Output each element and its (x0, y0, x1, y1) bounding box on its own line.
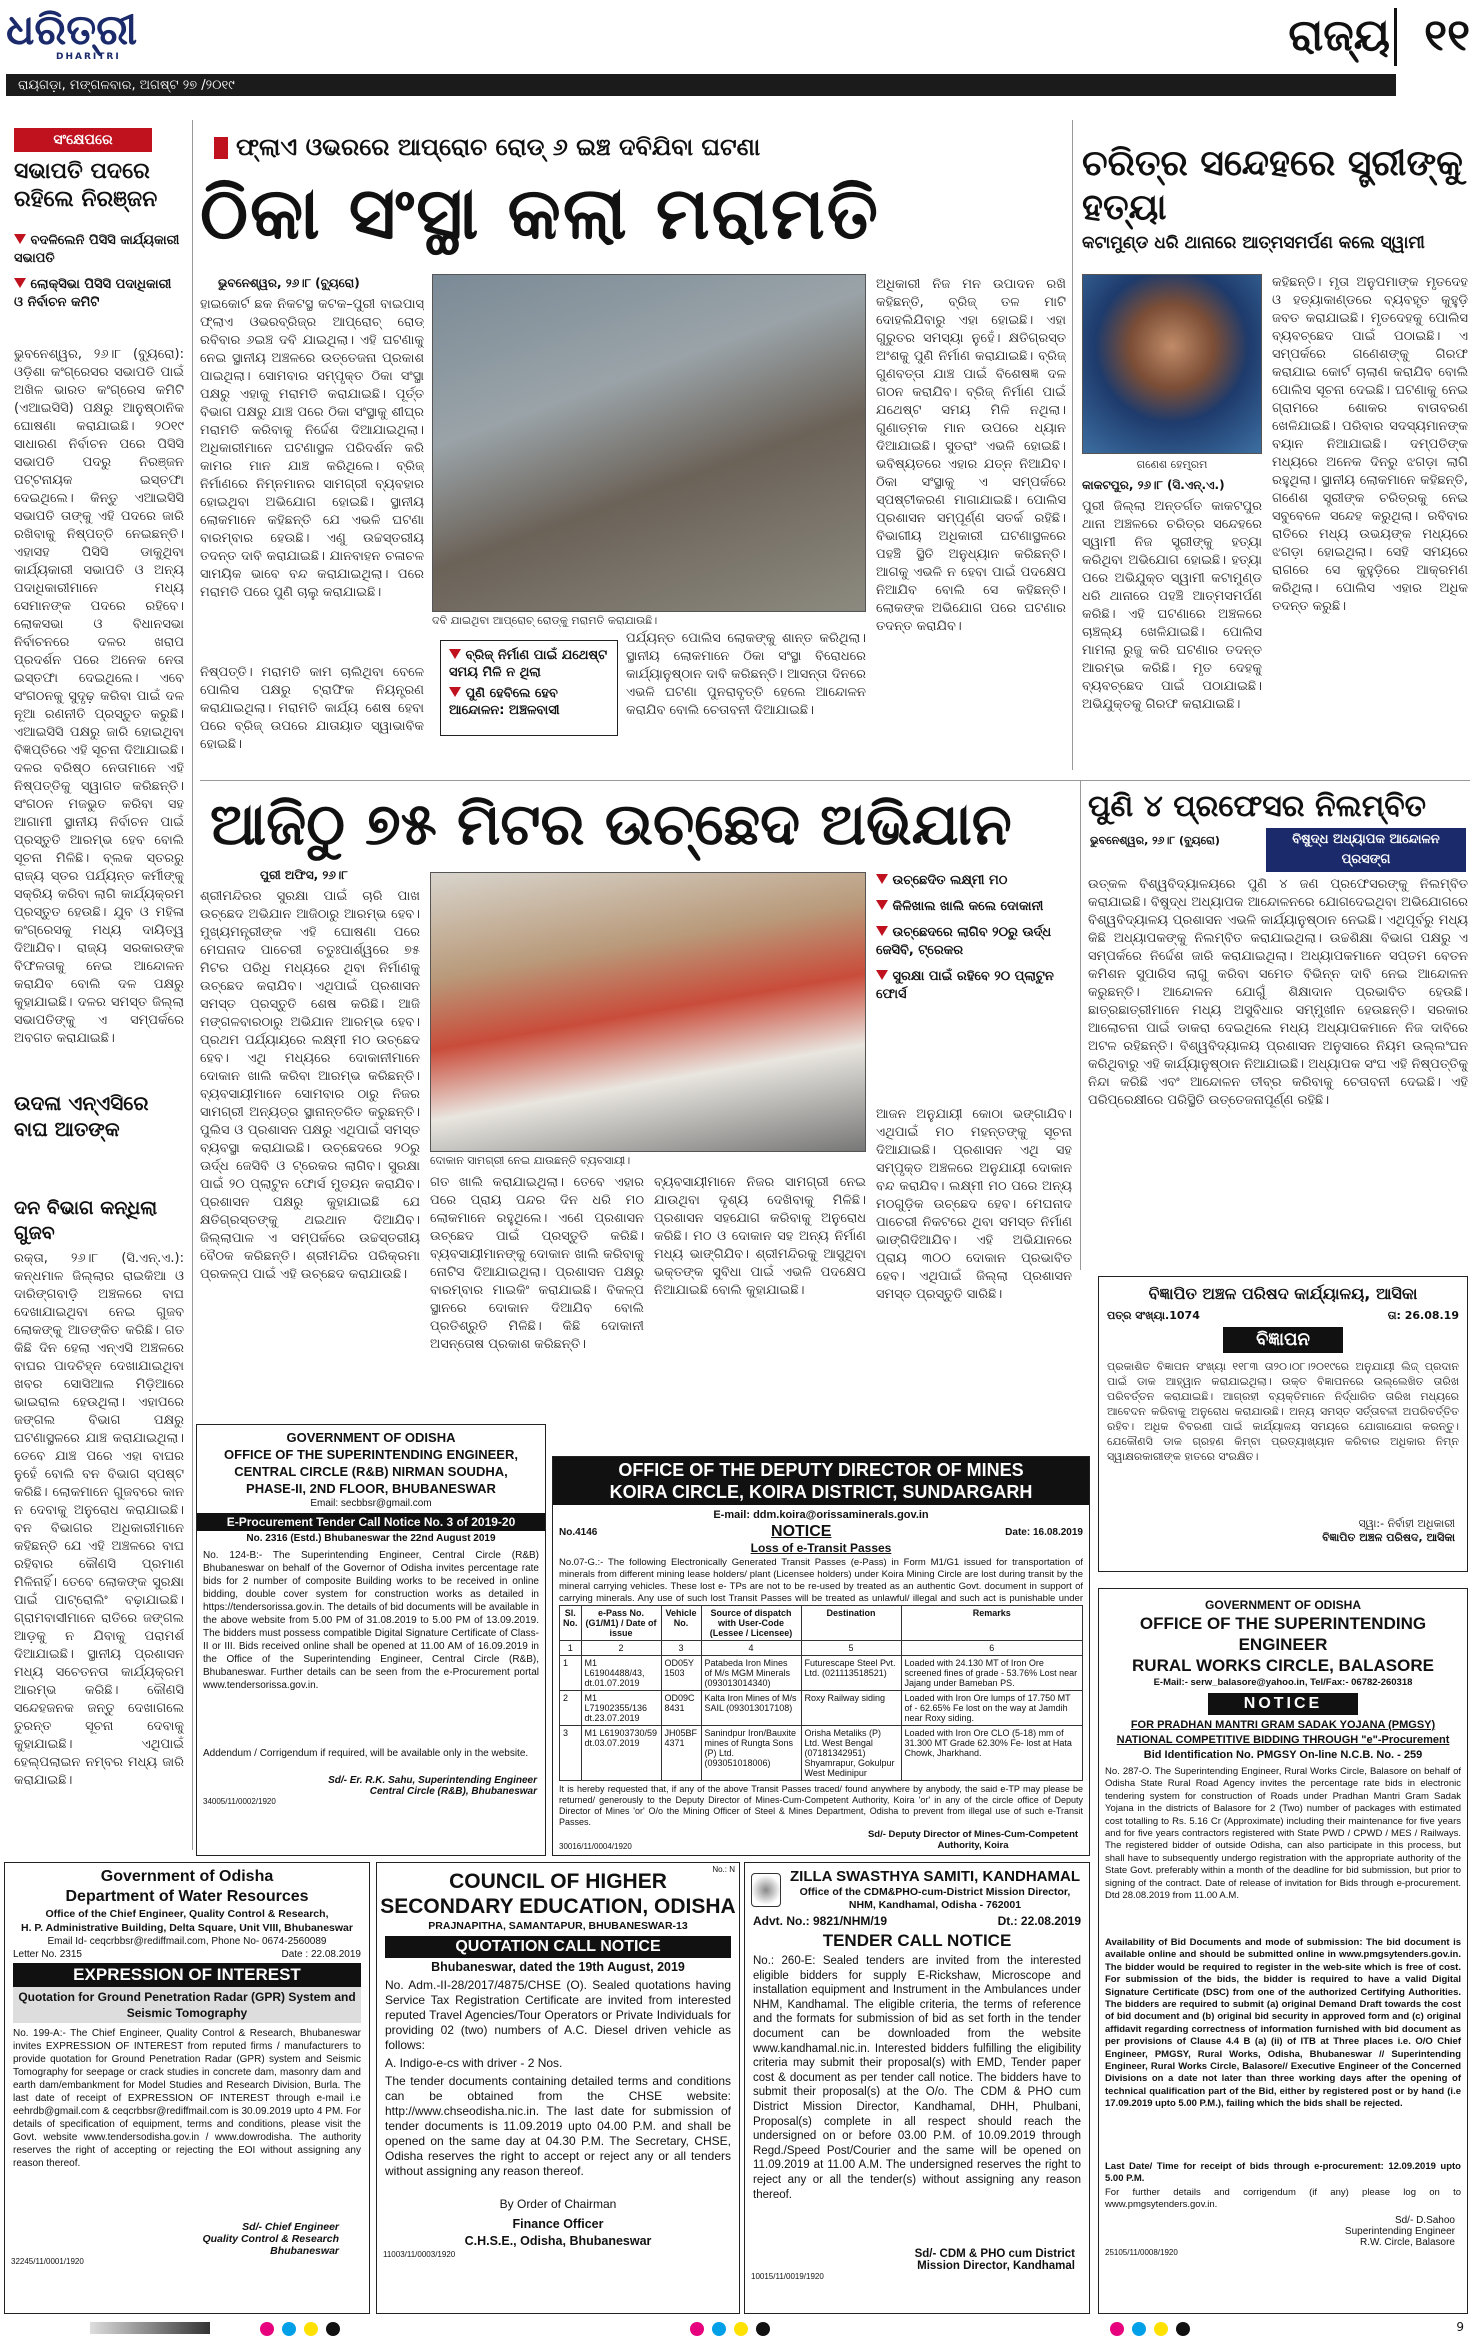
balasore-further: For further details and corrigendum (if any) please log on to www.pmgsytenders.gov.in. (1105, 2187, 1461, 2211)
brief-body-2: ରକ୍ତା, ୨୬।୮ (ସି.ଏନ୍.ଏ.): କନ୍ଧମାଳ ଜିଲ୍ଲାର ରାଇକିଆ ଓ ଦାରିଙ୍ଗବାଡ଼ି ଅଞ୍ଚଳରେ ବାଘ ଦେଖାଯାଇଥିବା ନେଇ ଗୁଜବ ଲୋକଙ୍କୁ ଆତଙ୍କିତ କରିଛି। ଗତ କିଛି ଦିନ ହେଲା ଏନ୍‌ଏସି ଅଞ୍ଚଳରେ ବାଘର ପାଦଚିହ୍ନ ଦେଖାଯାଇଥିବା ଖବର ସୋସିଆଲ ମିଡ଼ିଆରେ ଭାଇରାଲ ହେଉଥିଲା। ଏହାପରେ ଜଙ୍ଗଲ ବିଭାଗ ପକ୍ଷରୁ ଘଟଣାସ୍ଥଳରେ ଯାଞ୍ଚ କରାଯାଇଥିଲା। ତେବେ ଯାଞ୍ଚ ପରେ ଏହା ବାଘର ନୁହେଁ ବୋଲି ବନ ବିଭାଗ ସ୍ପଷ୍ଟ କରିଛି। ଲୋକମାନେ ଗୁଜବରେ କାନ ନ ଦେବାକୁ ଅନୁରୋଧ କରାଯାଇଛି। ବନ ବିଭାଗର ଅଧିକାରୀମାନେ କହିଛନ୍ତି ଯେ ଏହି ଅଞ୍ଚଳରେ ବାଘ ରହିବାର କୌଣସି ପ୍ରମାଣ ମିଳିନାହିଁ। ତେବେ ଲୋକଙ୍କ ସୁରକ୍ଷା ପାଇଁ ପାଟ୍ରୋଲିଂ ବଢ଼ାଯାଇଛି। ଗ୍ରାମବାସୀମାନେ ରାତିରେ ଜଙ୍ଗଲ ଆଡ଼କୁ ନ ଯିବାକୁ ପରାମର୍ଶ ଦିଆଯାଇଛି। ସ୍ଥାନୀୟ ପ୍ରଶାସନ ମଧ୍ୟ ସଚେତନତା କାର୍ଯ୍ୟକ୍ରମ ଆରମ୍ଭ କରିଛି। କୌଣସି ସନ୍ଦେହଜନକ ଜନ୍ତୁ ଦେଖାଗଲେ ତୁରନ୍ତ ସୂଚନା ଦେବାକୁ କୁହାଯାଇଛି। ଏଥିପାଇଁ ହେଲ୍ପଲାଇନ ନମ୍ବର ମଧ୍ୟ ଜାରି କରାଯାଇଛି। (14, 1251, 184, 1788)
water-body: No. 199-A:- The Chief Engineer, Quality Control & Research, Bhubaneswar invites EXPRESSION OF INTEREST from reputed firms / manufacturers to provide quotation for Ground Penetration Radar (GPR) system and Seismic Tomography for seepage or crack studies in concrete dam, masonry dam and earth dam/embankment for Model Studies and Research Division, Burla. The last date of receipt of EXPRESSION OF INTEREST through e-mail i.e eehrdb@gmail.com & ceqcrbbsr@rediffmail.com is 30.09.2019 upto 4 PM. For details of specification of equipment, terms and conditions, please visit the Govt. website www.tendersodisha.gov.in / www.dowrodisha. The authority reserves the right of accepting or rejecting the EOI without assigning any reason thereof. (13, 2028, 361, 2169)
table-cell: M1 L61903730/59 dt.03.07.2019 (581, 1726, 661, 1781)
kicker-marker (214, 137, 228, 159)
brief-headline: ସଭାପତି ପଦରେ ରହିଲେ ନିରଞ୍ଜନ (14, 159, 158, 212)
black-mark (756, 2322, 770, 2336)
eviction-bullet-1 (876, 872, 1072, 890)
water-date: Date : 22.08.2019 (281, 1949, 361, 1960)
balasore-ad-code: 25105/11/0008/1920 (1105, 2248, 1178, 2257)
water-signatory: Sd/- Chief Engineer (242, 2221, 339, 2233)
lead-photo-caption: ଦବି ଯାଇଥିବା ଆପ୍ରୋଚ୍ ରୋଡ୍‌କୁ ମରାମତି କରାଯାଉଛି। (432, 614, 658, 627)
se-rb-title-4: PHASE-II, 2ND FLOOR, BHUBANESWAR (246, 1481, 496, 1496)
mines-meta (553, 1523, 1089, 1541)
magenta-mark (260, 2322, 274, 2336)
bijnapan-body: ପ୍ରକାଶିତ ବିଜ୍ଞାପନ ସଂଖ୍ୟା ୧୧୮୩ ତା୨୦।୦୮।୨୦୧୯ରେ ଅନୁଯାୟୀ ଲିଜ୍ ପ୍ରଦାନ ପାଇଁ ଡାକ ଆହ୍ୱାନ କରାଯାଇଥିଲା। ଉକ୍ତ ବିଜ୍ଞାପନରେ ଉଲ୍ଲେଖିତ ତାରିଖ ପରିବର୍ତ୍ତନ କରାଯାଇଛି। ଆଗ୍ରହୀ ବ୍ୟକ୍ତିମାନେ ନିର୍ଦ୍ଧାରିତ ତାରିଖ ମଧ୍ୟରେ ଆବେଦନ କରିବାକୁ ଅନୁରୋଧ କରାଯାଉଛି। ଅନ୍ୟ ସମସ୍ତ ସର୍ତ୍ତାବଳୀ ଅପରିବର୍ତ୍ତିତ ରହିବ। ଅଧିକ ବିବରଣୀ ପାଇଁ କାର୍ଯ୍ୟାଳୟ ସମୟରେ ଯୋଗାଯୋଗ କରନ୍ତୁ। ଯେକୌଣସି ଡାକ ଗ୍ରହଣ କିମ୍ବା ପ୍ରତ୍ୟାଖ୍ୟାନ କରିବାର ଅଧିକାର ନିମ୍ନ ସ୍ୱାକ୍ଷରକାରୀଙ୍କ ହାତରେ ସଂରକ୍ଷିତ। (1107, 1360, 1459, 1463)
zss-ad-code: 10015/11/0019/1920 (751, 2272, 824, 2281)
water-letter-number: Letter No. 2315 (13, 1949, 82, 1960)
table-cell: Roxy Railway siding (801, 1691, 901, 1726)
mines-footer: It is hereby requested that, if any of the above Transit Passes traced/ found anywhere by anybody, the said e-TP may please be returned/ generously to the Deputy Director of Mines-Cum-Competent Authority, Koira 'or' in any of the circle office of Deputy Director of Mines 'or' O/o the Mining Officer of Steel & Mines Department, Odisha to prevent from illegal use of such e-Transit Passes. (559, 1784, 1083, 1827)
professor-dateline: ଭୁବନେଶ୍ୱର, ୨୬।୮ (ବ୍ୟୁରୋ) (1090, 834, 1220, 847)
chse-notice-title: QUOTATION CALL NOTICE (455, 1938, 661, 1955)
zss-notice (744, 1862, 1090, 2314)
bijnapan-signatory-office: ବିଜ୍ଞାପିତ ଅଞ୍ଚଳ ପରିଷଦ, ଆସିକା (1322, 1531, 1455, 1544)
zss-date: Dt.: 22.08.2019 (997, 1914, 1081, 1928)
table-cell: 2 (560, 1691, 582, 1726)
balasore-notice-bar (1208, 1693, 1358, 1715)
se-rb-signatory-office: Central Circle (R&B), Bhubaneswar (369, 1786, 537, 1797)
cyan-mark (1132, 2322, 1146, 2336)
eviction-bullet-text: ସୁରକ୍ଷା ପାଇଁ ରହିବେ ୨୦ ପ୍ଲାଟୁନ ଫୋର୍ସ (876, 969, 1054, 1002)
pullquote-2-text: ପୁଣି ହେବିଲେ ହେବ ଆନ୍ଦୋଳନ: ଅଞ୍ଚଳବାସୀ (449, 686, 560, 718)
table-cell: 1 (560, 1641, 582, 1656)
table-row (560, 1656, 1083, 1691)
mines-table-colnums (560, 1641, 1083, 1656)
color-registration-marks-3 (1110, 2321, 1198, 2339)
water-meta (5, 1949, 369, 1960)
balasore-subtitle-2: NATIONAL COMPETITIVE BIDDING THROUGH "e"-Procurement (1116, 1734, 1450, 1746)
balasore-bid-id: Bid Identification No. PMGSY On-line N.C.B. No. - 259 (1143, 1749, 1423, 1761)
brief-headline-3: ଦନ ବିଭାଗ କନ୍ଧିଲା ଗୁଜବ (14, 1197, 158, 1244)
brief-bullet-1 (14, 232, 184, 268)
balasore-email: E-Mail:- serw_balasore@yahoo.in, Tel/Fax:- 06782-260318 (1153, 1677, 1413, 1688)
mines-body: No.07-G.:- The following Electronically Generated Transit Passes (e-Pass) in Form M1/G1 issued for transportation of minerals from different mining lease holders/ plant (Licensee holders) under Koira Mining Circle are lost during transit by the mineral carrying vehicles. These lost e- TPs are not to be re-used by treated as an authentic Govt. document in support of carrying minerals. Any use of such lost Transit Passes will be treated as unlawful/ illegal and such act is punishable under (559, 1557, 1083, 1604)
chse-dated: Bhubaneswar, dated the 19th August, 2019 (431, 1960, 685, 1974)
table-cell: Orisha Metaliks (P) Ltd. West Bengal (07181342951) Shyamrapur, Gokulpur West Medinipur (801, 1726, 901, 1781)
yellow-mark (1154, 2322, 1168, 2336)
chse-order: By Order of Chairman (499, 2197, 617, 2211)
magenta-mark (690, 2322, 704, 2336)
balasore-notice-title: NOTICE (1243, 1695, 1323, 1712)
balasore-last-date: Last Date/ Time for receipt of bids through e-procurement: 12.09.2019 upto 5.00 P.M. (1105, 2161, 1461, 2185)
mines-title-bar (553, 1457, 1089, 1505)
column-rule (1080, 780, 1081, 1270)
table-row (560, 1691, 1083, 1726)
eviction-body-col1: ଶ୍ରୀମନ୍ଦିରର ସୁରକ୍ଷା ପାଇଁ ଚାରି ପାଖ ଉଚ୍ଛେଦ ଅଭିଯାନ ଆଜିଠାରୁ ଆରମ୍ଭ ହେବ। ମୁଖ୍ୟମନ୍ତ୍ରୀଙ୍କ ଏହି ଘୋଷଣା ପରେ ମେଘନାଦ ପାଚେରୀ ଚତୁଃପାର୍ଶ୍ୱରେ ୭୫ ମିଟର ପରିଧି ମଧ୍ୟରେ ଥିବା ନିର୍ମାଣକୁ ଉଚ୍ଛେଦ କରାଯିବ। ଏଥିପାଇଁ ପ୍ରଶାସନ ସମସ୍ତ ପ୍ରସ୍ତୁତି ଶେଷ କରିଛି। ଆଜି ମଙ୍ଗଳବାରଠାରୁ ଅଭିଯାନ ଆରମ୍ଭ ହେବ। ପ୍ରଥମ ପର୍ଯ୍ୟାୟରେ ଲକ୍ଷ୍ମୀ ମଠ ଉଚ୍ଛେଦ ହେବ। ଏଥି ମଧ୍ୟରେ ଦୋକାନୀମାନେ ଦୋକାନ ଖାଲି କରିବା ଆରମ୍ଭ କରିଛନ୍ତି। ବ୍ୟବସାୟୀମାନେ ସୋମବାର ଠାରୁ ନିଜର ସାମଗ୍ରୀ ଅନ୍ୟତ୍ର ସ୍ଥାନାନ୍ତରିତ କରୁଛନ୍ତି। ପୁଲିସ ଓ ପ୍ରଶାସନ ପକ୍ଷରୁ ଏଥିପାଇଁ ସମସ୍ତ ବ୍ୟବସ୍ଥା କରାଯାଇଛି। ଉଚ୍ଛେଦରେ ୨୦ରୁ ଊର୍ଦ୍ଧ ଜେସିବି ଓ ଟ୍ରେକର ଲାଗିବ। ସୁରକ୍ଷା ପାଇଁ ୨୦ ପ୍ଲାଟୁନ ଫୋର୍ସ ମୁତୟନ କରାଯିବ। ପ୍ରଶାସନ ପକ୍ଷରୁ କୁହାଯାଇଛି ଯେ କ୍ଷତିଗ୍ରସ୍ତଙ୍କୁ ଥଇଥାନ ଦିଆଯିବ। ଜିଲ୍ଲାପାଳ ଏ ସମ୍ପର୍କରେ ଉଚ୍ଚସ୍ତରୀୟ ବୈଠକ କରିଛନ୍ତି। ଶ୍ରୀମନ୍ଦିର ପରିକ୍ରମା ପ୍ରକଳ୍ପ ପାଇଁ ଏହି ଉଚ୍ଛେଦ କରାଯାଉଛି। (200, 889, 420, 1282)
chse-body: No. Adm.-II-28/2017/4875/CHSE (O). Sealed quotations having Service Tax Registration Certificate are invited from interested reputed Travel Agencies/Tour Operators or Private Individuals for providing 02 (two) numbers of A.C. Diesel driven vehicle as follows: (385, 1978, 731, 2052)
page-number: ୧୧ (1394, 8, 1470, 66)
mines-number: No.4146 (559, 1526, 598, 1538)
logo-text: ଧରିତ୍ରୀ (6, 5, 138, 54)
murder-headline: ଚରିତ୍ର ସନ୍ଦେହରେ ସ୍ତ୍ରୀଙ୍କୁ ହତ୍ୟା (1082, 143, 1463, 228)
balasore-signatory-office: R.W. Circle, Balasore (1359, 2237, 1455, 2248)
mines-email: E-mail: ddm.koira@orissaminerals.gov.in (713, 1509, 929, 1521)
section-name: ରାଜ୍ୟ (1288, 10, 1390, 61)
se-rb-email: Email: secbbsr@gmail.com (310, 1498, 432, 1509)
table-cell: Kalta Iron Mines of M/s SAIL (093013017108) (701, 1691, 801, 1726)
table-cell: OD09C 8431 (661, 1691, 701, 1726)
zss-subtitle: Office of the CDM&PHO-cum-District Mission Director, NHM, Kandhamal, Odisha - 762001 (799, 1886, 1071, 1911)
brief-bullet-text: ଲୋକ୍ସିଭା ପିସିସି ପଦାଧିକାରୀ ଓ ନିର୍ବାଚନ କମିଟି (14, 277, 172, 310)
print-footer (0, 2318, 1476, 2339)
table-cell: JH05BF 4371 (661, 1726, 701, 1781)
se-rb-body: No. 124-B:- The Superintending Engineer, Central Circle (R&B) Bhubaneswar on behalf of the Governor of Odisha invites percentage rate bids for 2 number of composite Building works to be received in online bidding, double cover system for construction works as detailed in https://tendersorissa.gov.in. The details of bid documents will be available in the above website from 5.00 PM of 31.08.2019 to 5.00 PM of 13.09.2019. The bidders must possess compatible Digital Signature Certificate of Class-II or III. Bids received online shall be opened at 11.00 AM of 16.09.2019 in the Office of the Superintending Engineer, Central Circle (R&B), Bhubaneswar. Further details can be seen from the e-Procurement portal www.tendersorissa.gov.in. (203, 1550, 539, 1691)
murder-body-col1: ପୁରୀ ଜିଲ୍ଲା ଅନ୍ତର୍ଗତ କାକଟପୁର ଥାନା ଅଞ୍ଚଳରେ ଚରିତ୍ର ସନ୍ଦେହରେ ସ୍ୱାମୀ ନିଜ ସ୍ତ୍ରୀଙ୍କୁ ହତ୍ୟା କରିଥିବା ଅଭିଯୋଗ ହୋଇଛି। ହତ୍ୟା ପରେ ଅଭିଯୁକ୍ତ ସ୍ୱାମୀ କଟାମୁଣ୍ଡ ଧରି ଥାନାରେ ପହଞ୍ଚି ଆତ୍ମସମର୍ପଣ କରିଛି। ଏହି ଘଟଣାରେ ଅଞ୍ଚଳରେ ଚାଞ୍ଚଲ୍ୟ ଖେଳିଯାଇଛି। ପୋଲିସ ମାମଲା ରୁଜୁ କରି ଘଟଣାର ତଦନ୍ତ ଆରମ୍ଭ କରିଛି। ମୃତ ଦେହକୁ ବ୍ୟବଚ୍ଛେଦ ପାଇଁ ପଠାଯାଇଛି। ଅଭିଯୁକ୍ତକୁ ଗିରଫ କରାଯାଇଛି। (1082, 499, 1262, 712)
mines-title-1: OFFICE OF THE DEPUTY DIRECTOR OF MINES (618, 1460, 1024, 1480)
cyan-mark (712, 2322, 726, 2336)
eviction-bullet-text: ଉଚ୍ଛେଦିତ ଲକ୍ଷ୍ମୀ ମଠ (892, 873, 1008, 888)
water-ad-code: 32245/11/0001/1920 (11, 2257, 84, 2266)
zss-header (745, 1863, 1089, 1912)
table-cell: 6 (901, 1641, 1083, 1656)
table-cell: 3 (661, 1641, 701, 1656)
professor-headline: ପୁଣି ୪ ପ୍ରଫେସର ନିଲମ୍ବିତ (1088, 789, 1427, 824)
eviction-dateline: ପୁରୀ ଅଫିସ, ୨୬।୮ (260, 868, 348, 882)
eviction-bullet-text: ଉଚ୍ଛେଦରେ ଲାଗିବ ୨୦ରୁ ଊର୍ଦ୍ଧ ଜେସିବି, ଟ୍ରେକର (876, 925, 1052, 958)
chse-notice (376, 1862, 740, 2314)
murder-photo (1082, 274, 1262, 454)
footer-page-number: 9 (1456, 2320, 1464, 2334)
zss-meta (745, 1912, 1089, 1930)
water-signatory-title: Quality Control & Research (202, 2233, 339, 2245)
se-rb-ad-code: 34005/11/0002/1920 (203, 1797, 276, 1806)
table-cell: Loaded with Iron Ore lumps of 17.750 MT of - 62.65% Fe lost on the way at Jamdih near Roxy siding. (901, 1691, 1083, 1726)
murder-dateline: କାକଟପୁର, ୨୬।୮ (ସି.ଏନ୍.ଏ.) (1082, 478, 1225, 492)
date-bar (6, 74, 1396, 96)
balasore-body-2: Availability of Bid Documents and mode of submission: The bid document is available online and should be submitted online in www.pmgsytenders.gov.in. The bidder would be required to register in the web-site which is free of cost. For submission of the bids, the bidder is required to have a valid Digital Signature Certificate (DSC) from one of the authorized Certifying Authorities. The bidders are required to submit (a) original Demand Draft towards the cost of bid document and (b) original bid security in approved form and (c) original affidavit regarding correctness of information furnished with bid document as per provisions of Clause 4.4 B (a) (ii) of ITB at Three places i.e. O/O Chief Engineer, PMGSY, Rural Works, Odisha, Bhubaneswar // Superintending Engineer, Rural Works Circle, Balasore// Executive Engineer of the Concerned Divisions on a date not later than three working days after the opening of technical qualification part of the Bid, either by registered post or by hand (i.e 17.09.2019 upto 5.00 P.M.), failing which the bids shall be rejected. (1105, 1937, 1461, 2110)
brief-body-1: ଭୁବନେଶ୍ୱର, ୨୬।୮ (ବ୍ୟୁରୋ): ଓଡ଼ିଶା କଂଗ୍ରେସର ସଭାପତି ପାଇଁ ଅଖିଳ ଭାରତ କଂଗ୍ରେସ କମିଟି (ଏଆଇସିସି) ପକ୍ଷରୁ ଆନୁଷ୍ଠାନିକ ଘୋଷଣା କରାଯାଇଛି। ୨୦୧୯ ସାଧାରଣ ନିର୍ବାଚନ ପରେ ପିସିସି ସଭାପତି ପଦରୁ ନିରଞ୍ଜନ ପଟ୍ଟନାୟକ ଇସ୍ତଫା ଦେଇଥିଲେ। କିନ୍ତୁ ଏଆଇସିସି ସଭାପତି ତାଙ୍କୁ ଏହି ପଦରେ ଜାରି ରଖିବାକୁ ନିଷ୍ପତ୍ତି ନେଇଛନ୍ତି। ଏହାସହ ପିସିସି ଡାକୁଥିବା କାର୍ଯ୍ୟକାରୀ ସଭାପତି ଓ ଅନ୍ୟ ପଦାଧିକାରୀମାନେ ମଧ୍ୟ ସେମାନଙ୍କ ପଦରେ ରହିବେ। ଲୋକସଭା ଓ ବିଧାନସଭା ନିର୍ବାଚନରେ ଦଳର ଖରାପ ପ୍ରଦର୍ଶନ ପରେ ଅନେକ ନେତା ଇସ୍ତଫା ଦେଇଥିଲେ। ଏବେ ସଂଗଠନକୁ ସୁଦୃଢ଼ କରିବା ପାଇଁ ଦଳ ନୂଆ ରଣନୀତି ପ୍ରସ୍ତୁତ କରୁଛି। ଏଆଇସିସି ପକ୍ଷରୁ ଜାରି ହୋଇଥିବା ବିଜ୍ଞପ୍ତିରେ ଏହି ସୂଚନା ଦିଆଯାଇଛି। ଦଳର ବରିଷ୍ଠ ନେତାମାନେ ଏହି ନିଷ୍ପତ୍ତିକୁ ସ୍ୱାଗତ କରିଛନ୍ତି। ସଂଗଠନ ମଜଭୁତ କରିବା ସହ ଆଗାମୀ ସ୍ଥାନୀୟ ନିର୍ବାଚନ ପାଇଁ ପ୍ରସ୍ତୁତି ଆରମ୍ଭ ହେବ ବୋଲି ସୂଚନା ମିଳିଛି। ବ୍ଲକ ସ୍ତରରୁ ରାଜ୍ୟ ସ୍ତର ପର୍ଯ୍ୟନ୍ତ କର୍ମୀଙ୍କୁ ସକ୍ରିୟ କରିବା ଲାଗି କାର୍ଯ୍ୟକ୍ରମ ପ୍ରସ୍ତୁତ ହେଉଛି। ଯୁବ ଓ ମହିଳା କଂଗ୍ରେସକୁ ମଧ୍ୟ ଦାୟିତ୍ୱ ଦିଆଯିବ। ରାଜ୍ୟ ସରକାରଙ୍କ ବିଫଳତାକୁ ନେଇ ଆନ୍ଦୋଳନ କରାଯିବ ବୋଲି ଦଳ ପକ୍ଷରୁ କୁହାଯାଇଛି। ଦଳର ସମସ୍ତ ଜିଲ୍ଲା ସଭାପତିଙ୍କୁ ଏ ସମ୍ପର୍କରେ ଅବଗତ କରାଯାଇଛି। (14, 347, 184, 1046)
lead-body-col3: ଅଧିକାରୀ ନିଜ ମନ ଉପାଦନ ରଖି କହିଛନ୍ତି, ବ୍ରିଜ୍ ତଳ ମାଟି ଦୋହଲିଯିବାରୁ ଏହା ହୋଇଛି। ଏହା ଗୁରୁତର ସମସ୍ୟା ନୁହେଁ। କ୍ଷତିଗ୍ରସ୍ତ ଅଂଶକୁ ପୁଣି ନିର୍ମାଣ କରାଯାଇଛି। ବ୍ରିଜ୍ ଗୁଣବତ୍ତା ଯାଞ୍ଚ ପାଇଁ ବିଶେଷଜ୍ଞ ଦଳ ଗଠନ କରାଯିବ। ବ୍ରିଜ୍ ନିର୍ମାଣ ପାଇଁ ଯଥେଷ୍ଟ ସମୟ ମିଳି ନଥିଲା। ଗୁଣାତ୍ମକ ମାନ ଉପରେ ଧ୍ୟାନ ଦିଆଯାଇଛି। ସୁତରାଂ ଏଭଳି ହୋଇଛି। ଭବିଷ୍ୟତରେ ଏହାର ଯତ୍ନ ନିଆଯିବ। ଠିକା ସଂସ୍ଥାକୁ ଏ ସମ୍ପର୍କରେ ସ୍ପଷ୍ଟୀକରଣ ମାଗାଯାଇଛି। ପୋଲିସ ପ୍ରଶାସନ ସମ୍ପୂର୍ଣ୍ଣ ସତର୍କ ରହିଛି। ବିଭାଗୀୟ ଅଧିକାରୀ ଘଟଣାସ୍ଥଳରେ ପହଞ୍ଚି ସ୍ଥିତି ଅନୁଧ୍ୟାନ କରିଛନ୍ତି। ଆଗକୁ ଏଭଳି ନ ହେବା ପାଇଁ ପଦକ୍ଷେପ ନିଆଯିବ ବୋଲି ସେ କହିଛନ୍ତି। ଲୋକଙ୍କ ଅଭିଯୋଗ ପରେ ଘଟଣାର ତଦନ୍ତ କରାଯିବ। (876, 277, 1066, 634)
water-signatory-place: Bhubaneswar (270, 2245, 339, 2257)
black-mark (1176, 2322, 1190, 2336)
table-cell: M1 L61904488/43, dt.01.07.2019 (581, 1656, 661, 1691)
lead-kicker-text: ଫ୍ଲାଏ ଓଭରରେ ଆପ୍ରୋଚ ରୋଡ୍ ୬ ଇଞ୍ଚ ଦବିଯିବା ଘଟଣା (236, 133, 761, 161)
eviction-body-col2: ଗତ ଖାଲି କରାଯାଇଥିଲା। ତେବେ ଏହାର ପରେ ପ୍ରାୟ ପନ୍ଦର ଦିନ ଧରି ମଠ ଲୋକମାନେ ରହୁଥିଲେ। ଏଣେ ପ୍ରଶାସନ ଉଚ୍ଛେଦ ପାଇଁ ପ୍ରସ୍ତୁତି କରିଛି। ବ୍ୟବସାୟୀମାନଙ୍କୁ ଦୋକାନ ଖାଲି କରିବାକୁ ନୋଟିସ ଦିଆଯାଇଥିଲା। ପ୍ରଶାସନ ପକ୍ଷରୁ ବାରମ୍ବାର ମାଇକିଂ କରାଯାଇଛି। ବିକଳ୍ପ ସ୍ଥାନରେ ଦୋକାନ ଦିଆଯିବ ବୋଲି ପ୍ରତିଶ୍ରୁତି ମିଳିଛି। କିଛି ଦୋକାନୀ ଅସନ୍ତୋଷ ପ୍ରକାଶ କରିଛନ୍ତି। (430, 1175, 644, 1352)
mines-notice-title: NOTICE (771, 1523, 832, 1540)
eviction-bullet-3 (876, 924, 1072, 960)
mines-table-wrap (553, 1605, 1089, 1781)
table-header-cell: Source of dispatch with User-Code (Lessee / Licensee) (701, 1606, 801, 1641)
chse-body-2: The tender documents containing detailed terms and conditions can be obtained from the CHSE website: http://www.chseodisha.nic.in. The last date for submission of tender documents is 11.09.2019 upto 04.00 P.M. and shall be opened on the same day at 04.30 P.M. The Secretary, CHSE, Odisha reserves the right to accept or reject any or all tenders without assigning any reason thereof. (385, 2074, 731, 2178)
water-title-1: Government of Odisha (100, 1868, 274, 1885)
table-cell: OD05Y 1503 (661, 1656, 701, 1691)
se-rb-notice (196, 1424, 546, 1856)
murder-body-col2: କହିଛନ୍ତି। ମୃତା ଅନୁପମାଙ୍କ ମୃତଦେହ ଓ ହତ୍ୟାକାଣ୍ଡରେ ବ୍ୟବହୃତ କୁହୁଡ଼ି ଜବତ କରାଯାଇଛି। ମୃତଦେହକୁ ପୋଲିସ ବ୍ୟବଚ୍ଛେଦ ପାଇଁ ପଠାଇଛି। ଏ ସମ୍ପର୍କରେ ଗଣେଶଙ୍କୁ ଗିରଫ କରାଯାଇ କୋର୍ଟ ଚାଲାଣ କରାଯିବ ବୋଲି ପୋଲିସ ସୂଚନା ଦେଇଛି। ଘଟଣାକୁ ନେଇ ଗ୍ରାମରେ ଶୋକର ବାତାବରଣ ଖେଳିଯାଇଛି। ପରିବାର ସଦସ୍ୟମାନଙ୍କ ବୟାନ ନିଆଯାଇଛି। ଦମ୍ପତିଙ୍କ ମଧ୍ୟରେ ଅନେକ ଦିନରୁ ଝଗଡ଼ା ଲାଗି ରହୁଥିଲା। ସ୍ଥାନୀୟ ଲୋକମାନେ କହିଛନ୍ତି, ଗଣେଶ ସ୍ତ୍ରୀଙ୍କ ଚରିତ୍ରକୁ ନେଇ ସବୁବେଳେ ସନ୍ଦେହ କରୁଥିଲା। ରବିବାର ରାତିରେ ମଧ୍ୟ ଉଭୟଙ୍କ ମଧ୍ୟରେ ଝଗଡ଼ା ହୋଇଥିଲା। ସେହି ସମୟରେ ରାଗରେ ସେ କୁହୁଡ଼ିରେ ଆକ୍ରମଣ କରିଥିଲା। ପୋଲିସ ଏହାର ଅଧିକ ତଦନ୍ତ କରୁଛି। (1272, 275, 1468, 614)
eviction-bullet-text: କିଳିଖାଲ ଖାଲି କଲେ ଦୋକାନୀ (892, 899, 1044, 914)
water-title-2: Department of Water Resources (65, 1888, 309, 1905)
bijnapan-meta (1099, 1305, 1467, 1323)
balasore-notice (1098, 1588, 1468, 2314)
chse-signatory: Finance Officer (512, 2217, 604, 2231)
bijnapan-notice (1098, 1276, 1468, 1572)
chse-ad-code: 11003/11/0003/1920 (383, 2250, 456, 2259)
se-rb-number: No. 2316 (Estd.) Bhubaneswar the 22nd August 2019 (246, 1533, 496, 1544)
se-rb-bar (197, 1513, 545, 1531)
pullquote-1 (441, 641, 617, 683)
color-registration-marks (260, 2321, 348, 2339)
se-rb-title-3: CENTRAL CIRCLE (R&B) NIRMAN SOUDHA, (234, 1464, 508, 1479)
lead-body-col1b: ନିଷ୍ପତ୍ତି। ମରାମତି କାମ ଚାଲିଥିବା ବେଳେ ପୋଲିସ ପକ୍ଷରୁ ଟ୍ରାଫିକ ନିୟନ୍ତ୍ରଣ କରାଯାଇଥିଲା। ମରାମତି କାର୍ଯ୍ୟ ଶେଷ ହେବା ପରେ ବ୍ରିଜ୍ ଉପରେ ଯାତାୟାତ ସ୍ୱାଭାବିକ ହୋଇଛି। (200, 665, 424, 752)
pullquote-1-text: ବ୍ରିଜ୍ ନିର୍ମାଣ ପାଇଁ ଯଥେଷ୍ଟ ସମୟ ମିଳି ନ ଥିଲା (449, 648, 608, 680)
column-rule (1072, 120, 1073, 770)
professor-body: ଉତ୍କଳ ବିଶ୍ୱବିଦ୍ୟାଳୟରେ ପୁଣି ୪ ଜଣ ପ୍ରଫେସରଙ୍କୁ ନିଲମ୍ବିତ କରାଯାଇଛି। ବିଷୁଦ୍ଧ ଅଧ୍ୟାପକ ଆନ୍ଦୋଳନରେ ଯୋଗଦେଇଥିବା ଅଭିଯୋଗରେ ବିଶ୍ୱବିଦ୍ୟାଳୟ ପ୍ରଶାସନ ଏଭଳି କାର୍ଯ୍ୟାନୁଷ୍ଠାନ ନେଇଛି। ଏଥିପୂର୍ବରୁ ମଧ୍ୟ କିଛି ଅଧ୍ୟାପକଙ୍କୁ ନିଲମ୍ବିତ କରାଯାଇଥିଲା। ଉଚ୍ଚଶିକ୍ଷା ବିଭାଗ ପକ୍ଷରୁ ଏ ସମ୍ପର୍କରେ ନିର୍ଦ୍ଦେଶ ଜାରି କରାଯାଇଥିଲା। ଅଧ୍ୟାପକମାନେ ସପ୍ତମ ବେତନ କମିଶନ ସୁପାରିସ ଲାଗୁ କରିବା ସମେତ ବିଭିନ୍ନ ଦାବି ନେଇ ଆନ୍ଦୋଳନ କରୁଛନ୍ତି। ଆନ୍ଦୋଳନ ଯୋଗୁଁ ଶିକ୍ଷାଦାନ ପ୍ରଭାବିତ ହେଉଛି। ଛାତ୍ରଛାତ୍ରୀମାନେ ମଧ୍ୟ ଅସୁବିଧାର ସମ୍ମୁଖୀନ ହେଉଛନ୍ତି। ସରକାର ଆଲୋଚନା ପାଇଁ ଡାକରା ଦେଇଥିଲେ ମଧ୍ୟ ଅଧ୍ୟାପକମାନେ ନିଜ ଦାବିରେ ଅଟଳ ରହିଛନ୍ତି। ବିଶ୍ୱବିଦ୍ୟାଳୟ ପ୍ରଶାସନ ଅନୁସାରେ ନିୟମ ଉଲ୍ଲଂଘନ କରିଥିବାରୁ ଏହି କାର୍ଯ୍ୟାନୁଷ୍ଠାନ ନିଆଯାଇଛି। ଅଧ୍ୟାପକ ସଂଘ ଏହି ନିଷ୍ପତ୍ତିକୁ ନିନ୍ଦା କରିଛି ଏବଂ ଆନ୍ଦୋଳନ ତୀବ୍ର କରିବାକୁ ଚେତାବନୀ ଦେଇଛି। ଏହି ପରିପ୍ରେକ୍ଷୀରେ ପରିସ୍ଥିତି ଉତ୍ତେଜନାପୂର୍ଣ୍ଣ ରହିଛି। (1088, 877, 1468, 1108)
table-cell: 2 (581, 1641, 661, 1656)
mines-sign-row (553, 1829, 1089, 1851)
lead-headline: ଠିକା ସଂସ୍ଥା କଲା ମରାମତି (200, 171, 881, 255)
lead-pullquote (440, 640, 618, 736)
zss-signatory: Sd/- CDM & PHO cum District (914, 2248, 1075, 2260)
balasore-subtitle-1: FOR PRADHAN MANTRI GRAM SADAK YOJANA (PMGSY) (1130, 1719, 1436, 1731)
se-rb-title-2: OFFICE OF THE SUPERINTENDING ENGINEER, (224, 1447, 518, 1462)
balasore-signatory: Sd/- D.Sahoo (1394, 2215, 1455, 2226)
eviction-bullets (876, 872, 1072, 1098)
se-rb-signatory: Sd/- Er. R.K. Sahu, Superintending Engineer (328, 1775, 537, 1786)
table-cell: Sanindpur Iron/Bauxite mines of Rungta Sons (P) Ltd. (093051018006) (701, 1726, 801, 1781)
table-cell: Loaded with Iron Ore CLO (5-18) mm of 31.300 MT Grade 62.30% Fe- lost at Hata Chowk, Jharkhand. (901, 1726, 1083, 1781)
balasore-body: No. 287-O. The Superintending Engineer, Rural Works Circle, Balasore on behalf of Odisha State Rural Road Agency invites the percentage rate bids in electronic tendering system for construction of Roads under Pradhan Mantri Gram Sadak Yojana in the districts of Balasore for 2 (Two) number of packages with estimated cost totalling to Rs. 5.16 Cr (Approximate) including their maintenance for five years and for five years contractors registered with State PWD / CPWD / MES / Railways. The registered bidder of outside Odisha, can also participate in this process, but shall have to subsequently undergo registration with the appropriate authority of the State Govt. preferably within a month of the deadline for bid submission, but prior to signing of the contract. Date of release of invitation for Bids through e-procurement. Dtd 28.08.2019 from 11.00 A.M. (1105, 1766, 1461, 1902)
table-cell: Patabeda Iron Mines of M/s MGM Minerals (093013014340) (701, 1656, 801, 1691)
table-cell: 1 (560, 1656, 582, 1691)
zss-adv-number: Advt. No.: 9821/NHM/19 (753, 1914, 888, 1928)
table-row (560, 1726, 1083, 1781)
murder-subhead: କଟାମୁଣ୍ଡ ଧରି ଥାନାରେ ଆତ୍ମସମର୍ପଣ କଲେ ସ୍ୱାମୀ (1082, 233, 1425, 253)
brief-tag (14, 128, 152, 152)
brief-bullets (14, 232, 184, 312)
chse-title-3: PRAJNAPITHA, SAMANTAPUR, BHUBANESWAR-13 (428, 1920, 688, 1932)
zss-body: No.: 260-E: Sealed tenders are invited from the interested eligible bidders for supply E-Rickshaw, Microscope and installation equipment and Instrument in the Ambulances under NHM, Kandhamal. The eligible criteria, the terms of reference and the formats for submission of bid as set forth in the tender document can be downloaded from the website www.kandhamal.nic.in. Interested bidders fulfilling the eligibility criteria may submit their proposal(s) with EMD, Tender paper cost & document as per tender call notice. The bidders have to submit their proposal(s) at the O/o. The CDM & PHO cum District Mission Director, Kandhamal, DHH, Phulbani, Proposal(s) complete in all respect should reach the undersigned on or before 03.00 P.M. of 10.09.2019 through Regd./Speed Post/Courier and the same will be opened on 11.09.2019 at 11.00 A.M. The undersigned reserves the right to reject any or all the tender(s) without assigning any reason thereof. (753, 1955, 1081, 2201)
table-header-cell: Sl. No. (560, 1606, 582, 1641)
brief-bullet-2 (14, 276, 184, 312)
column-rule (192, 120, 193, 1850)
bijnapan-title-box (1223, 1327, 1343, 1353)
eviction-photo (430, 872, 866, 1152)
water-title-4: H. P. Administrative Building, Delta Square, Unit VIII, Bhubaneswar (21, 1922, 353, 1934)
pullquote-2 (441, 683, 617, 721)
table-header-cell: Vehicle No. (661, 1606, 701, 1641)
water-eoi-subtitle: Quotation for Ground Penetration Radar (GPR) System and Seismic Tomography (18, 1990, 356, 2020)
mines-signatory: Sd/- Deputy Director of Mines-Cum-Competent Authority, Koira (867, 1829, 1079, 1851)
water-eoi-subbar (13, 1987, 361, 2023)
color-registration-marks-2 (690, 2321, 778, 2339)
table-cell: Loaded with 24.130 MT of Iron Ore screened fines of grade - 53.76% Lost near Jajang under Bameban PS. (901, 1656, 1083, 1691)
table-header-cell: Remarks (901, 1606, 1083, 1641)
lead-body-col1: ହାଇକୋର୍ଟ ଛକ ନିକଟସ୍ଥ କଟକ–ପୁରୀ ବାଇପାସ୍ ଫ୍ଲାଏ ଓଭରବ୍ରିଜ୍‌ର ଆପ୍ରୋଚ୍ ରୋଡ୍ ରବିବାର ୬ଇଞ୍ଚ ଦବି ଯାଇଥିଲା। ଏହି ଘଟଣାକୁ ନେଇ ସ୍ଥାନୀୟ ଅଞ୍ଚଳରେ ଉତ୍ତେଜନା ପ୍ରକାଶ ପାଇଥିଲା। ସୋମବାର ସମ୍ପୃକ୍ତ ଠିକା ସଂସ୍ଥା ପକ୍ଷରୁ ଏହାକୁ ମରାମତି କରାଯାଇଛି। ପୂର୍ତ୍ତ ବିଭାଗ ପକ୍ଷରୁ ଯାଞ୍ଚ ପରେ ଠିକା ସଂସ୍ଥାକୁ ଶୀଘ୍ର ମରାମତି କରିବାକୁ ନିର୍ଦ୍ଦେଶ ଦିଆଯାଇଥିଲା। ଅଧିକାରୀମାନେ ଘଟଣାସ୍ଥଳ ପରିଦର୍ଶନ କରି କାମର ମାନ ଯାଞ୍ଚ କରିଥିଲେ। ବ୍ରିଜ୍ ନିର୍ମାଣରେ ନିମ୍ନମାନର ସାମଗ୍ରୀ ବ୍ୟବହାର ହୋଇଥିବା ଅଭିଯୋଗ ହୋଇଛି। ସ୍ଥାନୀୟ ଲୋକମାନେ କହିଛନ୍ତି ଯେ ଏଭଳି ଘଟଣା ବାରମ୍ବାର ହେଉଛି। ଏଣୁ ଉଚ୍ଚସ୍ତରୀୟ ତଦନ୍ତ ଦାବି କରାଯାଇଛି। ଯାନବାହନ ଚଳାଚଳ ସାମୟିକ ଭାବେ ବନ୍ଦ କରାଯାଇଥିଲା। ପରେ ମରାମତି ପରେ ପୁଣି ଚାଲୁ କରାଯାଇଛି। (200, 297, 424, 600)
cyan-mark (282, 2322, 296, 2336)
professor-tag (1266, 828, 1466, 872)
magenta-mark (1110, 2322, 1124, 2336)
brief-headline-2: ଉଦଳା ଏନ୍‌ଏସିରେ ବାଘ ଆତଙ୍କ (14, 1091, 149, 1141)
chse-title-bar (385, 1936, 731, 1958)
section-rule (200, 780, 1470, 781)
bijnapan-signatory: ସ୍ୱା:- ନିର୍ବାହୀ ଅଧିକାରୀ (1358, 1517, 1455, 1530)
water-eoi-bar (13, 1963, 361, 1987)
chse-title-1: COUNCIL OF HIGHER (449, 1870, 667, 1893)
se-rb-title-1: GOVERNMENT OF ODISHA (286, 1430, 456, 1445)
table-header-cell: e-Pass No. (G1/M1) / Date of issue (581, 1606, 661, 1641)
se-rb-bar-text: E-Procurement Tender Call Notice No. 3 of 2019-20 (226, 1515, 516, 1529)
date-line: ରାୟଗଡ଼ା, ମଙ୍ଗଳବାର, ଅଗଷ୍ଟ ୨୭ /୨୦୧୯ (18, 78, 235, 93)
lead-kicker (214, 132, 1064, 162)
water-notice (4, 1862, 370, 2314)
mines-date: Date: 16.08.2019 (1005, 1526, 1083, 1538)
yellow-mark (304, 2322, 318, 2336)
table-cell: 5 (801, 1641, 901, 1656)
bijnapan-office: ବିଜ୍ଞାପିତ ଅଞ୍ଚଳ ପରିଷଦ କାର୍ଯ୍ୟାଳୟ, ଆସିକା (1148, 1284, 1418, 1303)
eviction-bullet-2 (876, 898, 1072, 916)
mines-notice (552, 1456, 1090, 1856)
lead-dateline: ଭୁବନେଶ୍ୱର, ୨୬।୮ (ବ୍ୟୁରୋ) (218, 276, 360, 290)
yellow-mark (734, 2322, 748, 2336)
table-cell: M1 L71902355/136 dt.23.07.2019 (581, 1691, 661, 1726)
grayscale-strip (90, 2322, 210, 2334)
chse-signatory-office: C.H.S.E., Odisha, Bhubaneswar (464, 2234, 652, 2248)
logo-subtitle: DHARITRI (56, 52, 121, 62)
mines-title-2: KOIRA CIRCLE, KOIRA DISTRICT, SUNDARGARH (609, 1482, 1033, 1502)
bijnapan-number: ପତ୍ର ସଂଖ୍ୟା.1074 (1107, 1309, 1200, 1322)
balasore-title-3: RURAL WORKS CIRCLE, BALASORE (1132, 1656, 1434, 1675)
balasore-title-1: GOVERNMENT OF ODISHA (1204, 1598, 1361, 1612)
zss-title: ZILLA SWASTHYA SAMITI, KANDHAMAL (790, 1868, 1080, 1885)
black-mark (326, 2322, 340, 2336)
mines-table (559, 1605, 1083, 1781)
chse-item: A. Indigo-e-cs with driver - 2 Nos. (385, 2056, 563, 2070)
eviction-headline: ଆଜିଠୁ ୭୫ ମିଟର ଉଚ୍ଛେଦ ଅଭିଯାନ (210, 790, 1012, 858)
eviction-photo-caption: ଦୋକାନ ସାମଗ୍ରୀ ନେଇ ଯାଉଛନ୍ତି ବ୍ୟବସାୟୀ। (430, 1154, 631, 1167)
mines-ad-code: 30016/11/0004/1920 (559, 1842, 632, 1851)
table-cell: 4 (701, 1641, 801, 1656)
lead-body-col2: ପର୍ଯ୍ୟନ୍ତ ପୋଲିସ ଲୋକଙ୍କୁ ଶାନ୍ତ କରିଥିଲା। ସ୍ଥାନୀୟ ଲୋକମାନେ ଠିକା ସଂସ୍ଥା ବିରୋଧରେ କାର୍ଯ୍ୟାନୁଷ୍ଠାନ ଦାବି କରିଛନ୍ତି। ଆସନ୍ତା ଦିନରେ ଏଭଳି ଘଟଣା ପୁନରାବୃତ୍ତି ହେଲେ ଆନ୍ଦୋଳନ କରାଯିବ ବୋଲି ଚେତାବନୀ ଦିଆଯାଇଛି। (626, 631, 866, 718)
bijnapan-title: ବିଜ୍ଞାପନ (1256, 1329, 1310, 1350)
eviction-body-col4: ଆଜନ ଅନୁଯାୟୀ କୋଠା ଭଙ୍ଗାଯିବ। ଏଥିପାଇଁ ମଠ ମହନ୍ତଙ୍କୁ ସୂଚନା ଦିଆଯାଇଛି। ପ୍ରଶାସନ ଏଥି ସହ ସମ୍ପୃକ୍ତ ଅଞ୍ଚଳରେ ଅନୁଯାୟୀ ଦୋକାନ ବନ୍ଦ କରାଯିବ। ଲକ୍ଷ୍ମୀ ମଠ ପରେ ଅନ୍ୟ ମଠଗୁଡ଼ିକ ଉଚ୍ଛେଦ ହେବ। ମେଘନାଦ ପାଚେରୀ ନିକଟରେ ଥିବା ସମସ୍ତ ନିର୍ମାଣ ଭାଙ୍ଗିଦିଆଯିବ। ଏହି ଅଭିଯାନରେ ପ୍ରାୟ ୩୦୦ ଦୋକାନ ପ୍ରଭାବିତ ହେବ। ଏଥିପାଇଁ ଜିଲ୍ଲା ପ୍ରଶାସନ ସମସ୍ତ ପ୍ରସ୍ତୁତି ସାରିଛି। (876, 1107, 1072, 1302)
table-cell: 3 (560, 1726, 582, 1781)
masthead-logo (6, 5, 156, 66)
zss-signatory-office: Mission Director, Kandhamal (917, 2260, 1075, 2272)
zss-notice-title: TENDER CALL NOTICE (822, 1931, 1012, 1950)
balasore-title-2: OFFICE OF THE SUPERINTENDING ENGINEER (1139, 1614, 1427, 1654)
chse-no-label: No.: N (712, 1865, 735, 1874)
lead-photo (432, 274, 866, 612)
emblem-icon (751, 1873, 781, 1907)
balasore-signatory-title: Superintending Engineer (1344, 2226, 1455, 2237)
mines-subtitle: Loss of e-Transit Passes (750, 1541, 892, 1555)
mines-table-header (560, 1606, 1083, 1641)
water-email: Email Id- ceqcrbbsr@rediffmail.com, Phone No- 0674-2560089 (47, 1936, 327, 1947)
professor-tag-label: ବିଷୁଦ୍ଧ ଅଧ୍ୟାପକ ଆନ୍ଦୋଳନ ପ୍ରସଙ୍ଗ (1292, 832, 1440, 867)
table-cell: Futurescape Steel Pvt. Ltd. (021113518521) (801, 1656, 901, 1691)
se-rb-addendum: Addendum / Corrigendum if required, will be available only in the website. (203, 1748, 529, 1759)
brief-tag-label: ସଂକ୍ଷେପରେ (53, 132, 113, 148)
bijnapan-date: ତା: 26.08.19 (1387, 1309, 1459, 1322)
brief-bullet-text: ବଦଳିଲେନି ପିସିସି କାର୍ଯ୍ୟକାରୀ ସଭାପତି (14, 233, 180, 266)
eviction-body-col3: ବ୍ୟବସାୟୀମାନେ ନିଜର ସାମଗ୍ରୀ ନେଇ ଯାଉଥିବା ଦୃଶ୍ୟ ଦେଖିବାକୁ ମିଳିଛି। ପ୍ରଶାସନ ସହଯୋଗ କରିବାକୁ ଅନୁରୋଧ କରିଛି। ମଠ ଓ ଦୋକାନ ସହ ଅନ୍ୟ ନିର୍ମାଣ ମଧ୍ୟ ଭାଙ୍ଗିଯିବ। ଶ୍ରୀମନ୍ଦିରକୁ ଆସୁଥିବା ଭକ୍ତଙ୍କ ସୁବିଧା ପାଇଁ ଏଭଳି ପଦକ୍ଷେପ ନିଆଯାଇଛି ବୋଲି କୁହାଯାଇଛି। (654, 1175, 866, 1298)
chse-title-2: SECONDARY EDUCATION, ODISHA (380, 1895, 736, 1918)
eviction-bullet-4 (876, 968, 1072, 1004)
water-eoi-title: EXPRESSION OF INTEREST (73, 1965, 301, 1984)
water-title-3: Office of the Chief Engineer, Quality Control & Research, (45, 1908, 329, 1920)
table-header-cell: Destination (801, 1606, 901, 1641)
murder-photo-caption: ଗଣେଶ ହେମ୍ବ୍ରମ (1136, 458, 1208, 471)
